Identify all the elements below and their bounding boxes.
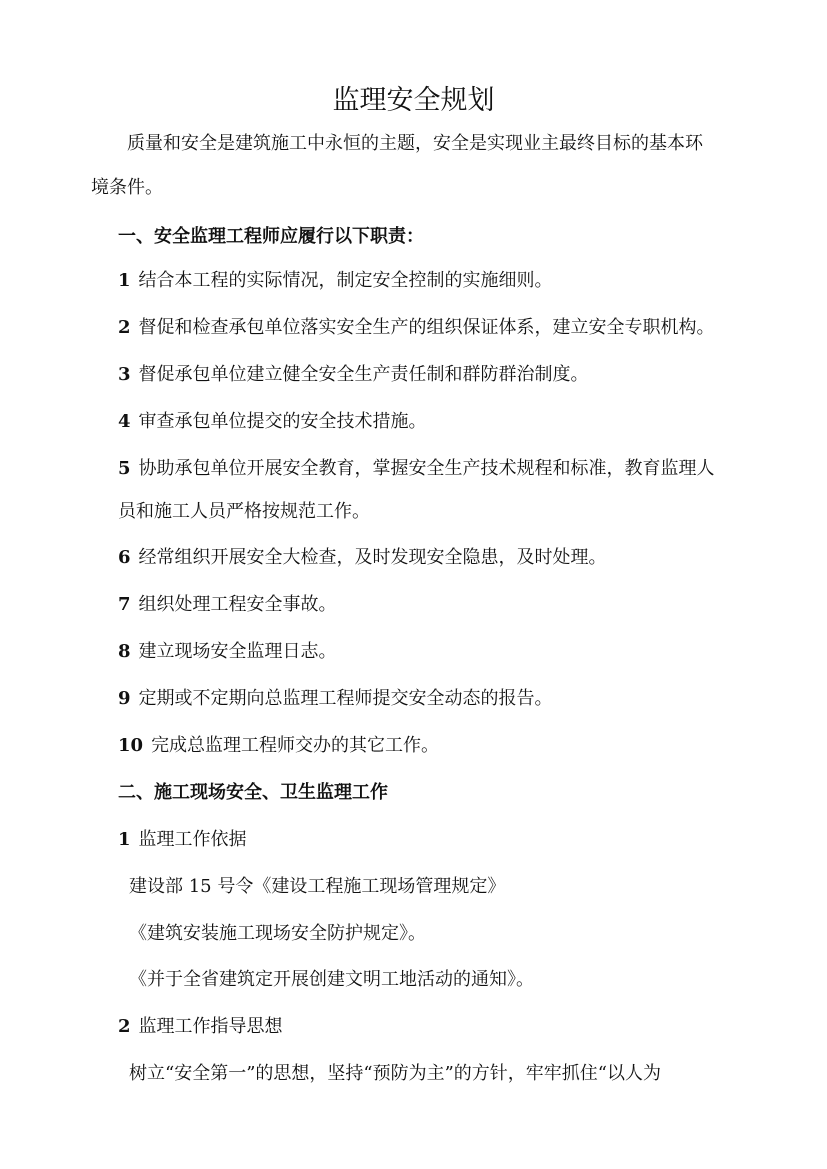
list-item xyxy=(118,640,337,664)
item-text: 经常组织开展安全大检查，及时发现安全隐患，及时处理。 xyxy=(138,547,607,568)
item-number: 10 xyxy=(118,735,144,756)
item-number: 2 xyxy=(118,317,131,338)
section-2-heading: 二、施工现场安全、卫生监理工作 xyxy=(118,782,388,803)
item-text: 完成总监理工程师交办的其它工作。 xyxy=(151,735,440,756)
subsection-number: 2 xyxy=(118,1016,131,1037)
item-number: 5 xyxy=(118,458,131,479)
intro-line-2: 境条件。 xyxy=(91,177,163,198)
list-item xyxy=(118,734,439,758)
subsection-heading xyxy=(118,1015,283,1039)
item-text: 结合本工程的实际情况，制定安全控制的实施细则。 xyxy=(138,270,553,291)
list-item xyxy=(118,410,427,434)
reference-line: 建设部 15 号令《建设工程施工现场管理规定》 xyxy=(129,876,506,897)
list-item xyxy=(118,316,715,340)
item-number: 4 xyxy=(118,411,131,432)
page-title: 监理安全规划 xyxy=(332,85,495,116)
item-number: 9 xyxy=(118,688,131,709)
item-text: 组织处理工程安全事故。 xyxy=(138,594,337,615)
list-item xyxy=(118,546,607,570)
subsection-heading xyxy=(118,828,247,852)
subsection-number: 1 xyxy=(118,829,131,850)
item-text: 督促承包单位建立健全安全生产责任制和群防群治制度。 xyxy=(138,364,589,385)
item-text: 审查承包单位提交的安全技术措施。 xyxy=(138,411,427,432)
item-number: 1 xyxy=(118,270,131,291)
guiding-principle-text: 树立“安全第一”的思想，坚持“预防为主”的方针，牢牢抓住“以人为 xyxy=(129,1063,662,1084)
reference-line: 《建筑安装施工现场安全防护规定》。 xyxy=(129,923,426,944)
subsection-label: 监理工作依据 xyxy=(138,829,247,850)
reference-line: 《并于全省建筑定开展创建文明工地活动的通知》。 xyxy=(129,969,534,990)
item-text: 协助承包单位开展安全教育，掌握安全生产技术规程和标准，教育监理人 xyxy=(138,458,715,479)
item-text: 建立现场安全监理日志。 xyxy=(138,641,337,662)
item-text: 督促和检查承包单位落实安全生产的组织保证体系，建立安全专职机构。 xyxy=(138,317,715,338)
list-item xyxy=(118,457,715,481)
item-number: 7 xyxy=(118,594,131,615)
item-text: 定期或不定期向总监理工程师提交安全动态的报告。 xyxy=(138,688,553,709)
item-number: 6 xyxy=(118,547,131,568)
intro-line-1: 质量和安全是建筑施工中永恒的主题，安全是实现业主最终目标的基本环 xyxy=(127,133,703,154)
subsection-label: 监理工作指导思想 xyxy=(138,1016,283,1037)
list-item-continuation: 员和施工人员严格按规范工作。 xyxy=(118,501,370,522)
list-item xyxy=(118,269,553,293)
list-item xyxy=(118,363,589,387)
item-number: 3 xyxy=(118,364,131,385)
list-item xyxy=(118,687,553,711)
list-item xyxy=(118,593,337,617)
item-number: 8 xyxy=(118,641,131,662)
section-1-heading: 一、安全监理工程师应履行以下职责： xyxy=(118,226,424,247)
